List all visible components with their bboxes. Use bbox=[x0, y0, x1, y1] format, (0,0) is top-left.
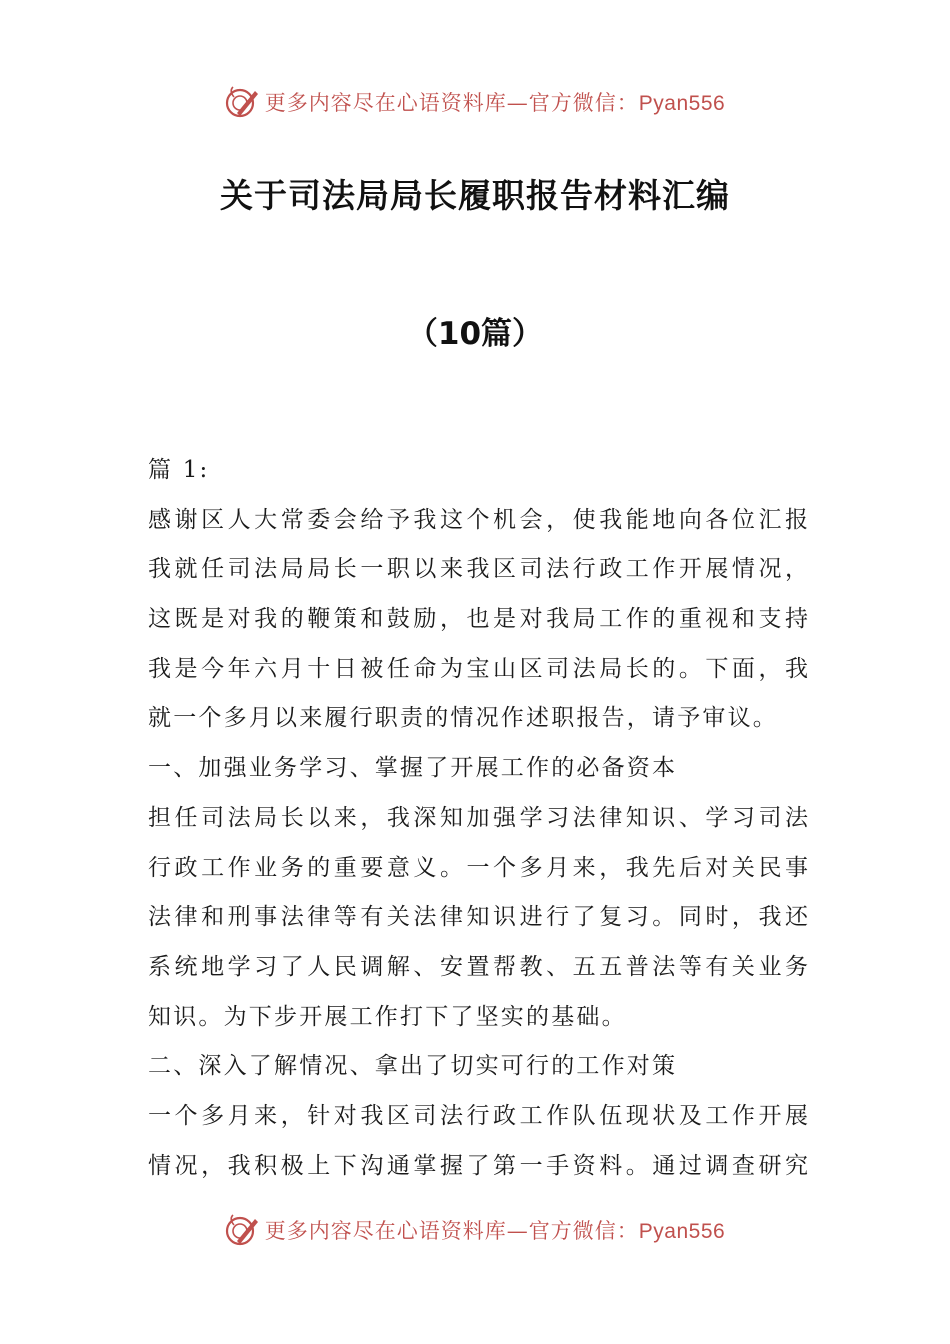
text-line: 一个多月来，针对我区司法行政工作队伍现状及工作开展 bbox=[148, 1102, 808, 1129]
text-line: 系统地学习了人民调解、安置帮教、五五普法等有关业务 bbox=[148, 953, 808, 980]
text-line: 篇 1: bbox=[148, 457, 210, 483]
banner-slogan: 更多内容尽在心语资料库—官方微信： bbox=[264, 91, 639, 115]
text-line: 我就任司法局局长一职以来我区司法行政工作开展情况， bbox=[148, 556, 808, 583]
banner-wechat-id: Pyan556 bbox=[638, 1220, 726, 1243]
banner-text bbox=[265, 1215, 725, 1245]
text-line: 一、加强业务学习、掌握了开展工作的必备资本 bbox=[148, 755, 678, 782]
text-line: 这既是对我的鞭策和鼓励，也是对我局工作的重视和支持 bbox=[148, 606, 808, 633]
text-line: 我是今年六月十日被任命为宝山区司法局长的。下面，我 bbox=[148, 655, 808, 682]
pen-logo-icon bbox=[225, 85, 259, 119]
text-line: 就一个多月以来履行职责的情况作述职报告，请予审议。 bbox=[148, 705, 778, 732]
text-line: 知识。为下步开展工作打下了坚实的基础。 bbox=[148, 1003, 627, 1030]
banner-wechat-id: Pyan556 bbox=[638, 92, 726, 115]
text-line: 感谢区人大常委会给予我这个机会，使我能地向各位汇报 bbox=[148, 506, 808, 533]
banner-text bbox=[265, 87, 725, 117]
text-line: 法律和刑事法律等有关法律知识进行了复习。同时，我还 bbox=[148, 904, 808, 931]
text-line: 情况，我积极上下沟通掌握了第一手资料。通过调查研究 bbox=[148, 1152, 808, 1179]
banner-slogan: 更多内容尽在心语资料库—官方微信： bbox=[264, 1219, 639, 1243]
footer-banner bbox=[0, 1210, 950, 1250]
header-banner bbox=[0, 82, 950, 122]
document-title: 关于司法局局长履职报告材料汇编 bbox=[220, 176, 730, 215]
document-subtitle: （10篇） bbox=[406, 316, 544, 352]
pen-logo-icon bbox=[225, 1213, 259, 1247]
text-line: 二、深入了解情况、拿出了切实可行的工作对策 bbox=[148, 1053, 678, 1080]
text-line: 行政工作业务的重要意义。一个多月来，我先后对关民事 bbox=[148, 854, 808, 881]
text-line: 担任司法局长以来，我深知加强学习法律知识、学习司法 bbox=[148, 804, 808, 831]
document-body bbox=[148, 446, 808, 1191]
